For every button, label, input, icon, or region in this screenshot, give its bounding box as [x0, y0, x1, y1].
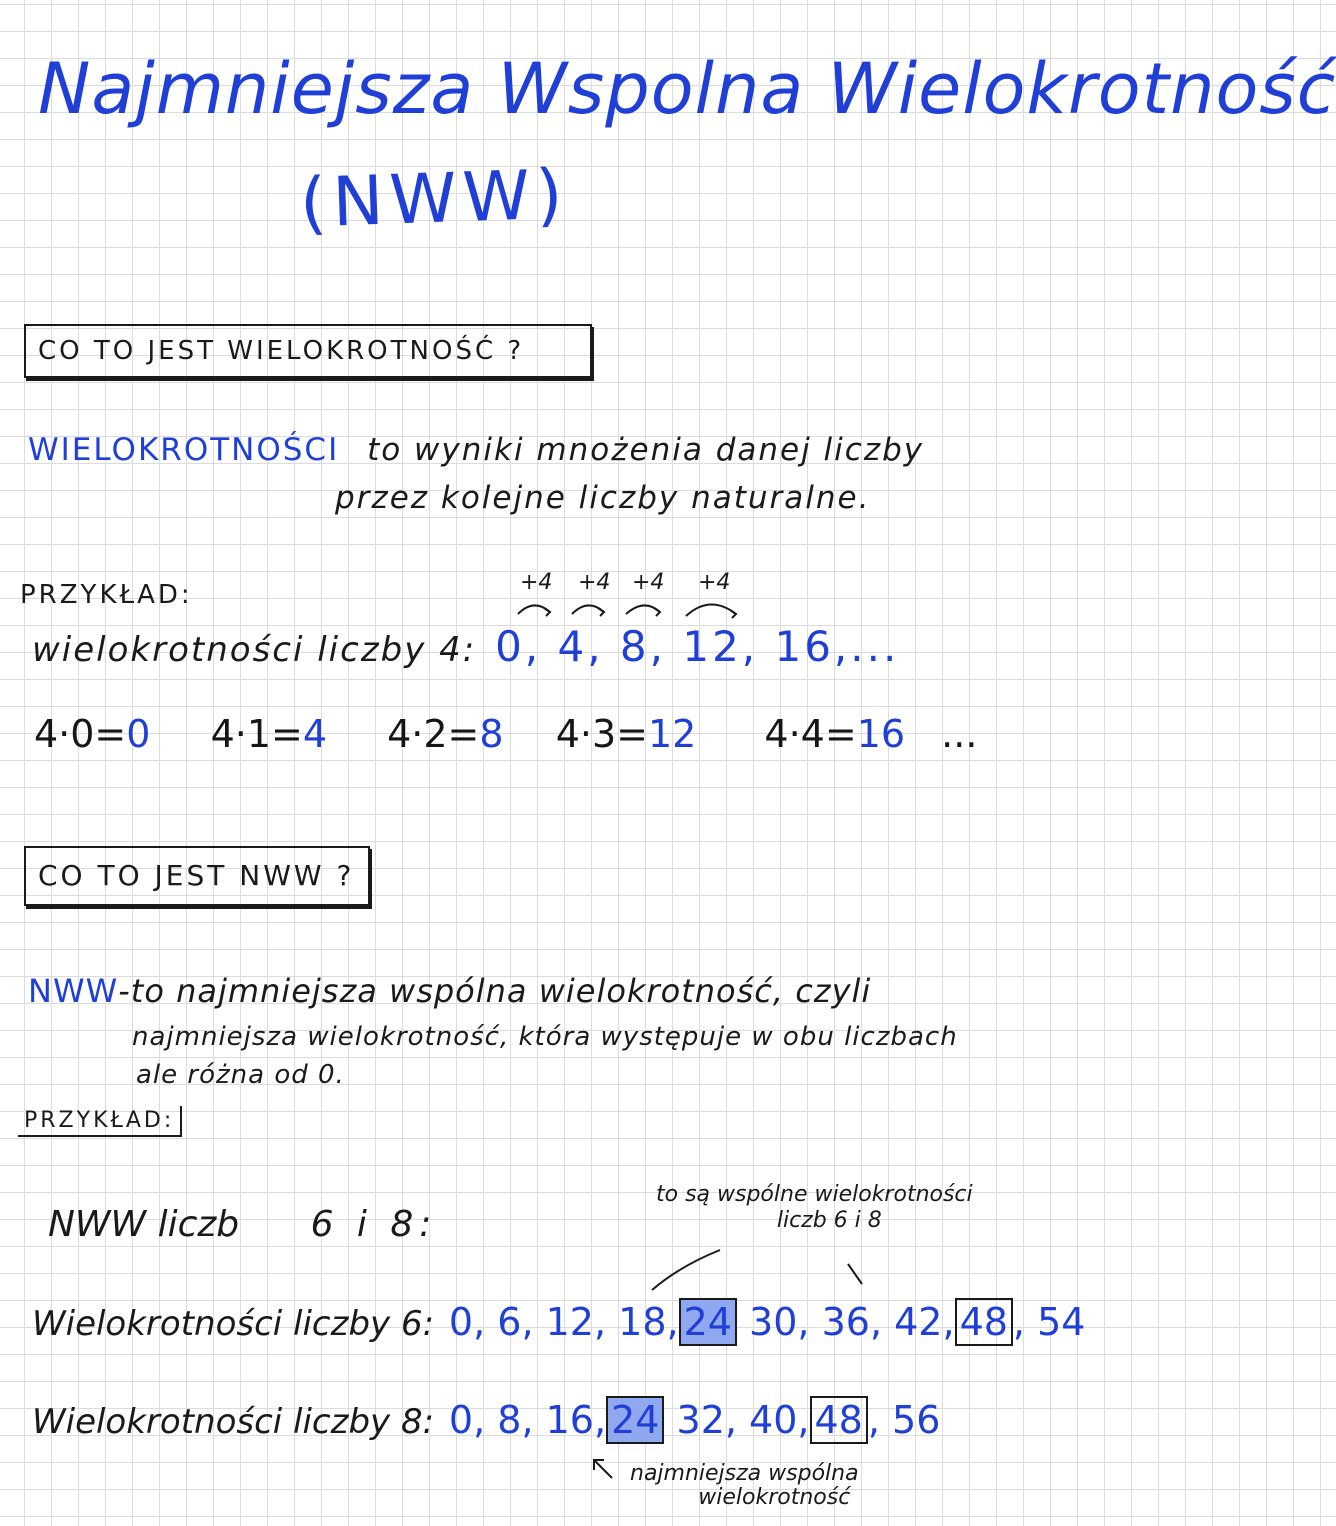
value-8-1: 8: [497, 1398, 522, 1442]
nww-numbers: 6 i 8:: [310, 1204, 438, 1245]
page-title: Najmniejsza Wspolna Wielokrotność: [38, 48, 1336, 130]
multiples-of-6-values: 0, 6, 12, 18, 24 30, 36, 42, 48 , 54: [448, 1300, 1086, 1344]
step-label-4: +4: [698, 570, 731, 595]
value-6-4-highlighted: 24: [679, 1298, 737, 1346]
value-6-6: 36: [821, 1300, 870, 1344]
annotation-common-multiples-line1: to są wspólne wielokrotności: [656, 1182, 973, 1207]
section-header-nww: [24, 846, 370, 906]
value-6-8-framed: 48: [955, 1298, 1013, 1346]
page-subtitle: (NWW): [298, 155, 570, 244]
multiples-of-6-row: [32, 1300, 1085, 1344]
product-3: 4·3=12: [555, 712, 697, 756]
product-1: 4·1=4: [210, 712, 328, 756]
multiples-of-4-values: 0, 4, 8, 12, 16,...: [495, 622, 900, 671]
multiples-of-8-values: 0, 8, 16, 24 32, 40, 48 , 56: [448, 1398, 941, 1442]
multiples-of-4-label: wielokrotności liczby 4:: [32, 630, 477, 670]
value-8-3-highlighted: 24: [606, 1396, 664, 1444]
nww-label: NWW liczb: [48, 1204, 240, 1245]
value-8-6-framed: 48: [810, 1396, 868, 1444]
value-8-2: 16: [545, 1398, 594, 1442]
value-6-2: 12: [545, 1300, 594, 1344]
definition-nww: [28, 972, 871, 1010]
products-ellipsis: ...: [941, 712, 978, 756]
value-6-5: 30: [749, 1300, 798, 1344]
value-6-7: 42: [894, 1300, 943, 1344]
multiples-of-4-row: [32, 622, 899, 671]
step-label-3: +4: [632, 570, 665, 595]
multiples-of-8-label: Wielokrotności liczby 8:: [32, 1402, 435, 1442]
product-0: 4·0=0: [34, 712, 151, 756]
annotation-lcm: [630, 1462, 859, 1510]
multiples-of-8-row: [32, 1398, 940, 1442]
products-row: [34, 712, 977, 756]
multiples-of-6-label: Wielokrotności liczby 6:: [32, 1304, 435, 1344]
value-8-4: 32: [676, 1398, 725, 1442]
value-6-3: 18: [618, 1300, 667, 1344]
section-header-multiples: [24, 324, 592, 378]
annotation-lcm-line1: najmniejsza wspólna: [630, 1461, 859, 1486]
step-label-1: +4: [520, 570, 553, 595]
definition-nww-line1: -to najmniejsza wspólna wielokrotność, czyli: [118, 972, 872, 1010]
definition-multiples: [28, 430, 924, 470]
product-2: 4·2=8: [387, 712, 504, 756]
step-label-2: +4: [578, 570, 611, 595]
annotation-common-multiples-line2: liczb 6 i 8: [776, 1208, 882, 1233]
nww-question-row: [48, 1204, 437, 1245]
value-6-0: 0: [448, 1300, 474, 1344]
value-8-7: 56: [892, 1398, 941, 1442]
definition-nww-line3: ale różna od 0.: [136, 1060, 345, 1090]
definition-text-line1: to wyniki mnożenia danej liczby: [367, 432, 925, 468]
example-label-2-text: PRZYKŁAD:: [24, 1108, 175, 1133]
value-6-9: 54: [1037, 1300, 1086, 1344]
definition-nww-line2: najmniejsza wielokrotność, która występuje w obu liczbach: [132, 1022, 958, 1052]
section-header-nww-text: CO TO JEST NWW ?: [38, 859, 355, 892]
value-8-0: 0: [448, 1398, 474, 1442]
annotation-pointer-lines: [640, 1240, 880, 1296]
value-8-5: 40: [749, 1398, 798, 1442]
example-label-2: [18, 1106, 182, 1137]
pointer-line-left: [652, 1250, 720, 1290]
annotation-common-multiples: [656, 1182, 973, 1234]
pointer-line-right: [848, 1264, 862, 1284]
definition-text-line2: przez kolejne liczby naturalne.: [335, 480, 871, 516]
definition-nww-term: NWW: [28, 972, 119, 1010]
example-label-1: PRZYKŁAD:: [20, 580, 193, 610]
annotation-lcm-line2: wielokrotność: [698, 1485, 851, 1510]
step-arrow-4: [686, 604, 736, 616]
product-4: 4·4=16: [764, 712, 906, 756]
section-header-multiples-text: CO TO JEST WIELOKROTNOŚĆ ?: [38, 336, 525, 366]
arrow-up-icon: [588, 1452, 618, 1482]
step-arrows: [510, 592, 750, 622]
definition-term: WIELOKROTNOŚCI: [28, 432, 340, 468]
value-6-1: 6: [497, 1300, 522, 1344]
